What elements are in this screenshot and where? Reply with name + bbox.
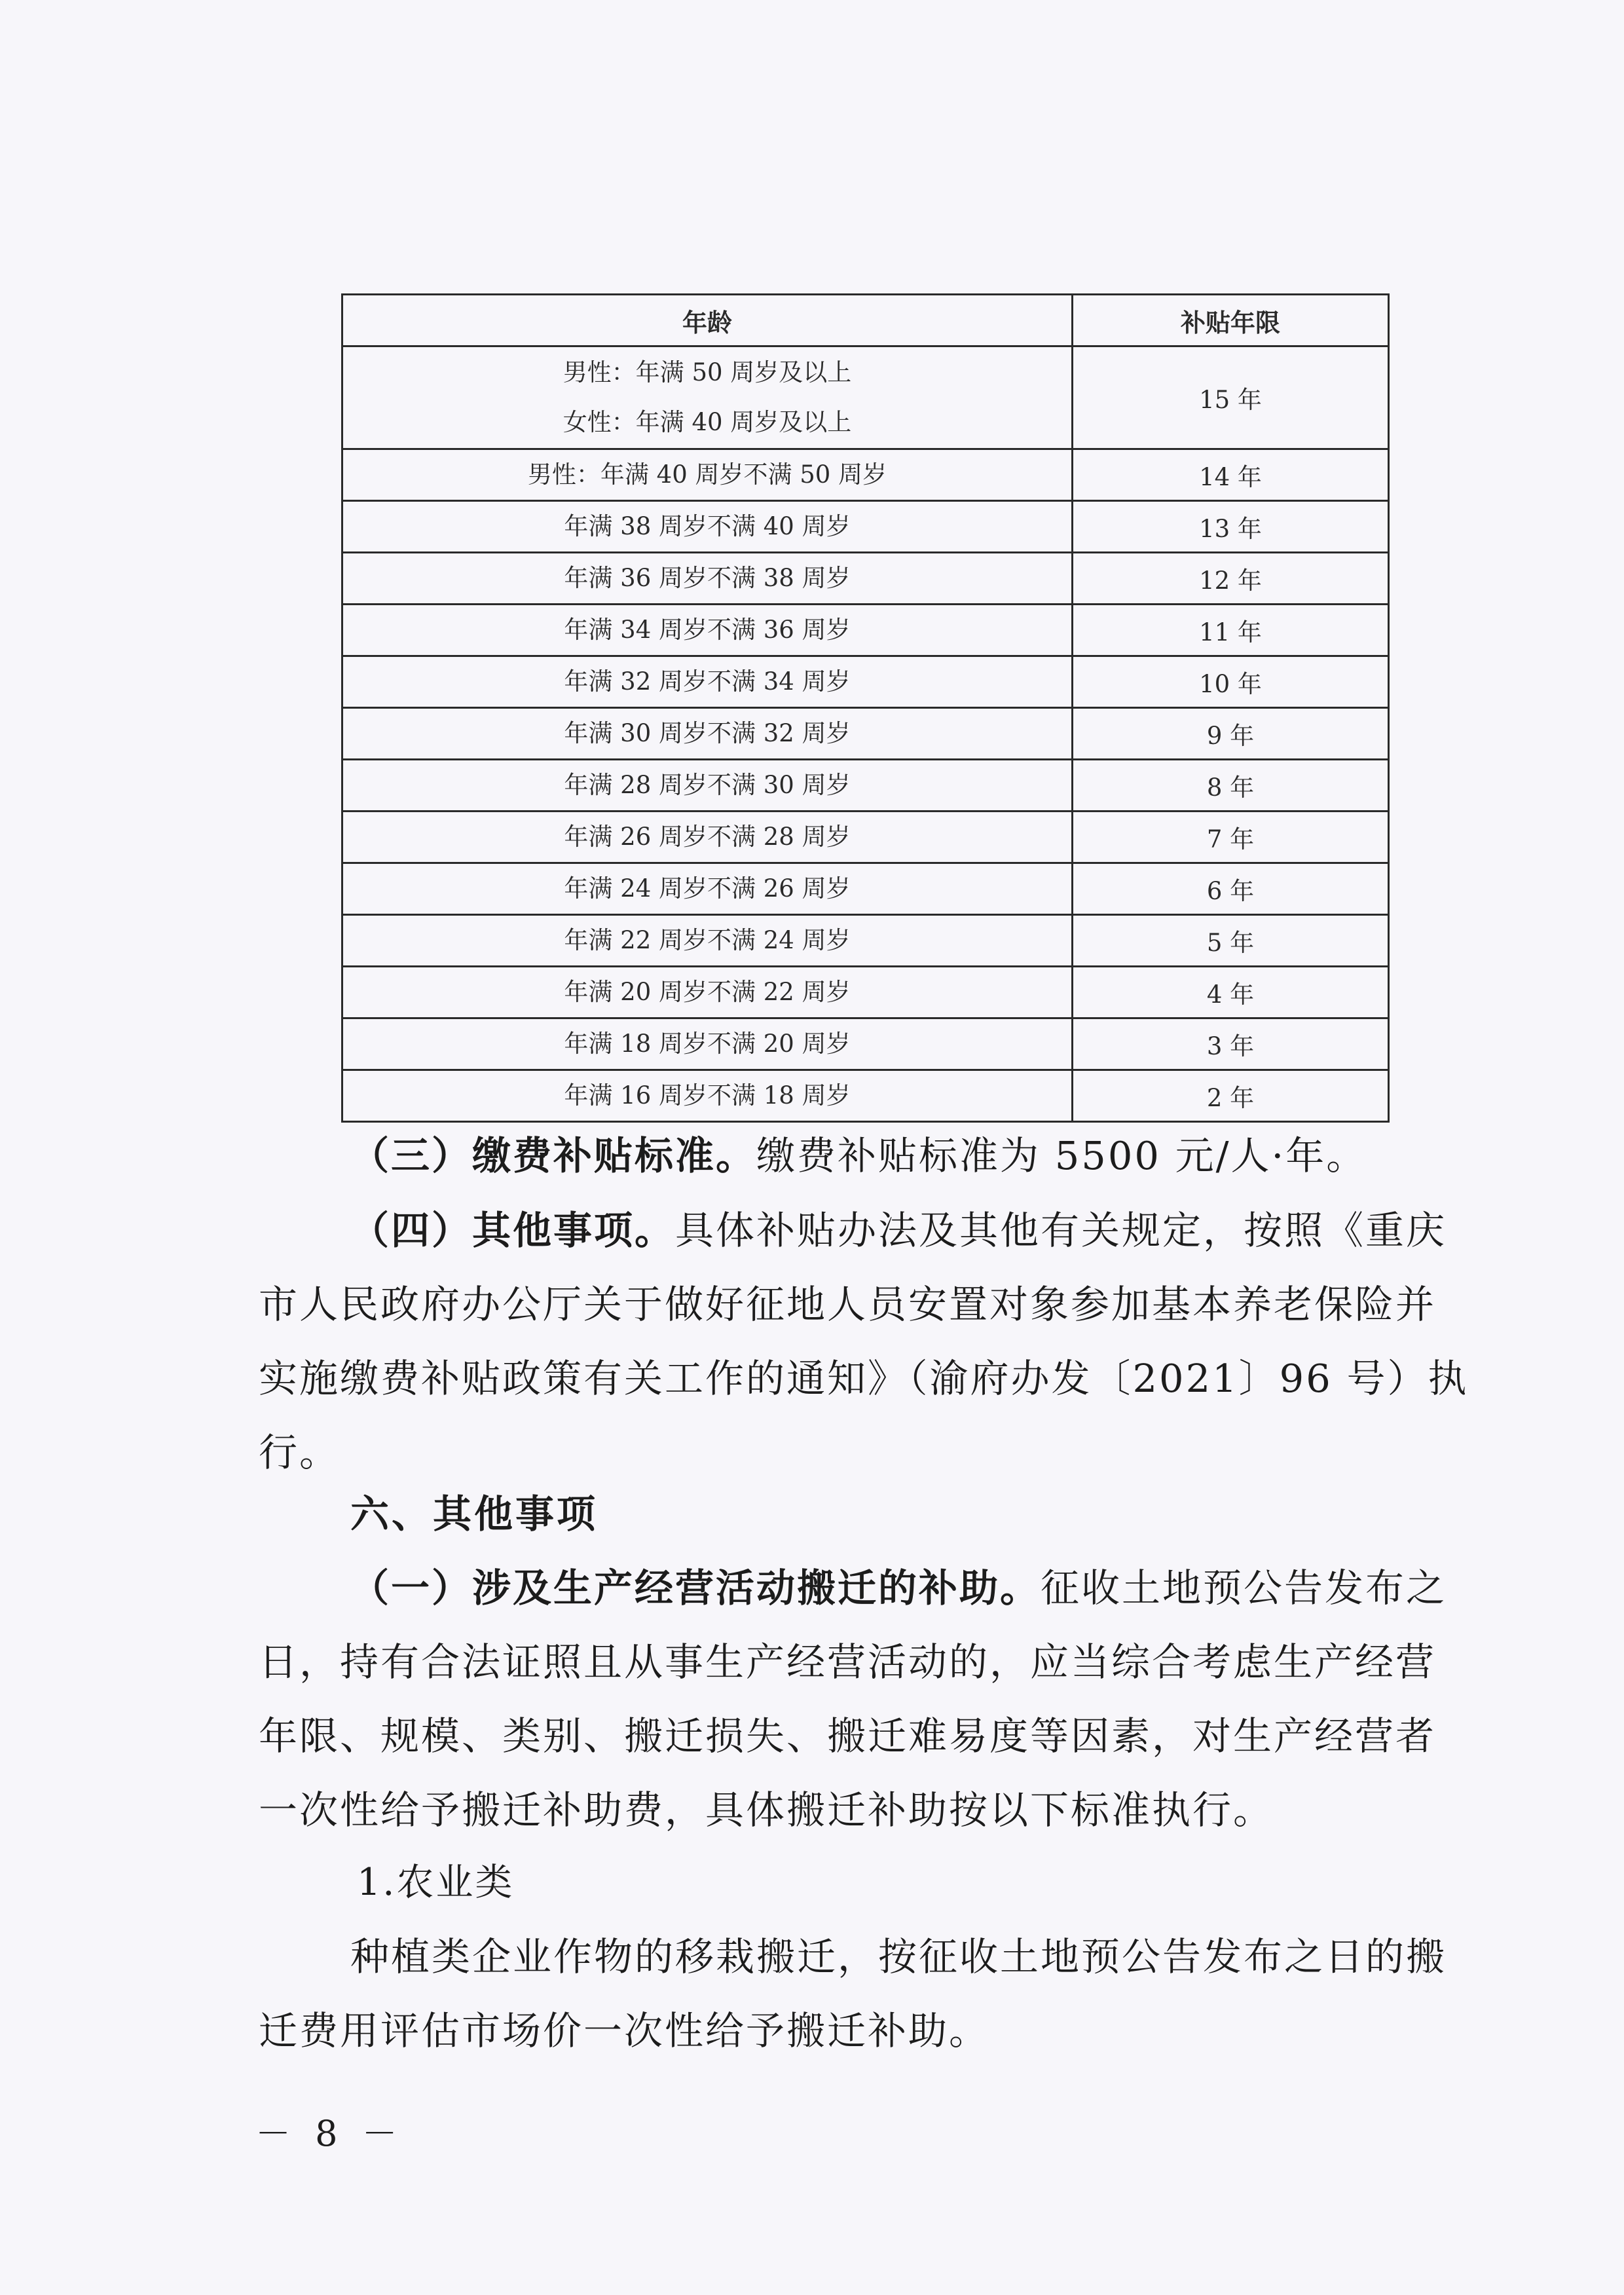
payment-standard-lead: （三）缴费补贴标准。 xyxy=(350,1133,757,1178)
years-cell: 10 年 xyxy=(1073,656,1389,708)
paragraph-relocation-subsidy xyxy=(259,1551,1470,1847)
years-cell: 3 年 xyxy=(1073,1018,1389,1070)
years-cell: 7 年 xyxy=(1073,812,1389,863)
age-cell-line: 年满 16 周岁不满 18 周岁 xyxy=(564,1081,851,1110)
age-cell xyxy=(342,553,1073,605)
table-row xyxy=(342,553,1389,605)
payment-standard-text: 缴费补贴标准为 5500 元/人·年。 xyxy=(756,1133,1367,1178)
years-cell: 13 年 xyxy=(1073,501,1389,553)
age-cell-line: 年满 24 周岁不满 26 周岁 xyxy=(564,874,851,903)
table-row xyxy=(342,656,1389,708)
years-cell: 15 年 xyxy=(1073,346,1389,449)
age-cell-line: 男性：年满 40 周岁不满 50 周岁 xyxy=(527,460,887,489)
age-cell-line: 年满 34 周岁不满 36 周岁 xyxy=(564,616,851,644)
age-cell-line: 年满 18 周岁不满 20 周岁 xyxy=(564,1030,851,1058)
age-cell xyxy=(342,1070,1073,1122)
age-cell xyxy=(342,760,1073,812)
age-cell-line: 年满 20 周岁不满 22 周岁 xyxy=(564,978,851,1006)
other-matters-text: 具体补贴办法及其他有关规定，按照《重庆市人民政府办公厅关于做好征地人员安置对象参加基本养老保险并实施缴费补贴政策有关工作的通知》（渝府办发〔2021〕96 号）执行。 xyxy=(259,1208,1469,1475)
age-cell xyxy=(342,1018,1073,1070)
table-row xyxy=(342,605,1389,656)
table-row xyxy=(342,1070,1389,1122)
page-number: － 8 － xyxy=(255,2113,404,2154)
age-cell-line: 年满 28 周岁不满 30 周岁 xyxy=(564,771,851,799)
age-cell xyxy=(342,605,1073,656)
years-cell: 14 年 xyxy=(1073,449,1389,501)
age-cell-line: 年满 32 周岁不满 34 周岁 xyxy=(564,667,851,696)
age-cell-line: 年满 26 周岁不满 28 周岁 xyxy=(564,823,851,851)
age-cell-line: 年满 36 周岁不满 38 周岁 xyxy=(564,564,851,592)
years-cell: 11 年 xyxy=(1073,605,1389,656)
age-cell-line: 年满 22 周岁不满 24 周岁 xyxy=(564,926,851,954)
table-body xyxy=(342,346,1389,1122)
age-column-header: 年龄 xyxy=(342,295,1073,346)
subheading-agriculture: 1.农业类 xyxy=(357,1861,515,1904)
age-cell xyxy=(342,501,1073,553)
years-cell: 8 年 xyxy=(1073,760,1389,812)
years-cell: 9 年 xyxy=(1073,708,1389,760)
paragraph-agriculture: 种植类企业作物的移栽搬迁，按征收土地预公告发布之日的搬迁费用评估市场价一次性给予搬迁补助。 xyxy=(259,1934,1447,2053)
table-row xyxy=(342,863,1389,915)
age-cell xyxy=(342,656,1073,708)
age-cell-line: 年满 38 周岁不满 40 周岁 xyxy=(564,512,851,540)
years-cell: 2 年 xyxy=(1073,1070,1389,1122)
subsidy-years-table xyxy=(341,293,1390,1123)
age-cell xyxy=(342,967,1073,1018)
table-row xyxy=(342,346,1389,449)
age-cell xyxy=(342,346,1073,449)
age-cell xyxy=(342,915,1073,967)
table-row xyxy=(342,760,1389,812)
age-cell xyxy=(342,863,1073,915)
table-row xyxy=(342,708,1389,760)
table-row xyxy=(342,1018,1389,1070)
table-row xyxy=(342,967,1389,1018)
age-cell xyxy=(342,449,1073,501)
age-cell xyxy=(342,812,1073,863)
other-matters-lead: （四）其他事项。 xyxy=(350,1208,676,1253)
table-header-row xyxy=(342,295,1389,346)
age-cell xyxy=(342,708,1073,760)
age-cell-line: 女性：年满 40 周岁及以上 xyxy=(563,408,852,436)
section-heading-other-matters: 六、其他事项 xyxy=(350,1491,599,1537)
years-column-header: 补贴年限 xyxy=(1073,295,1389,346)
age-cell-line: 年满 30 周岁不满 32 周岁 xyxy=(564,719,851,747)
table-row xyxy=(342,449,1389,501)
table-row xyxy=(342,812,1389,863)
relocation-subsidy-lead: （一）涉及生产经营活动搬迁的补助。 xyxy=(350,1565,1041,1611)
years-cell: 5 年 xyxy=(1073,915,1389,967)
table-row xyxy=(342,501,1389,553)
years-cell: 12 年 xyxy=(1073,553,1389,605)
table-row xyxy=(342,915,1389,967)
paragraph-payment-standard xyxy=(259,1119,1470,1193)
years-cell: 6 年 xyxy=(1073,863,1389,915)
years-cell: 4 年 xyxy=(1073,967,1389,1018)
age-cell-line: 男性：年满 50 周岁及以上 xyxy=(563,358,852,386)
paragraph-other-matters xyxy=(259,1193,1470,1489)
relocation-subsidy-text: 征收土地预公告发布之日，持有合法证照且从事生产经营活动的，应当综合考虑生产经营年限、规模、类别、搬迁损失、搬迁难易度等因素，对生产经营者一次性给予搬迁补助费，具体搬迁补助按以下标准执行。 xyxy=(259,1565,1447,1833)
